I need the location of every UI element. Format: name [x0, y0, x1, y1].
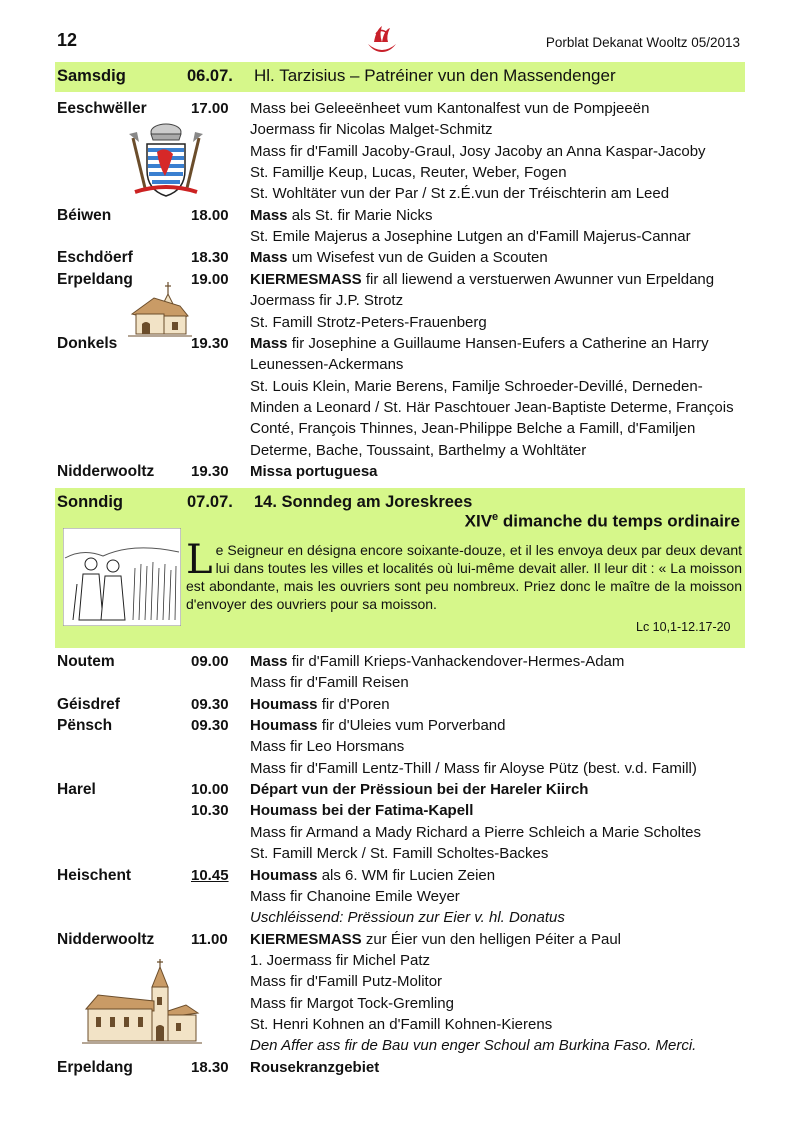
service-description	[250, 993, 454, 1014]
time: 17.00	[191, 100, 229, 117]
service-intention: Mass fir d'Famill Putz-Molitor	[250, 973, 443, 991]
time: 09.30	[191, 695, 229, 713]
service-intention: Mass fir d'Famill Jacoby-Graul, Josy Jacoby an Anna Kaspar-Jacoby	[250, 142, 706, 160]
service-intention: St. Louis Klein, Marie Berens, Familje Schroeder-Devillé, Derneden-	[250, 377, 703, 395]
service-intention: Den Affer ass fir de Bau vun enger Schoul am Burkina Faso. Merci.	[250, 1037, 697, 1055]
service-description	[250, 929, 621, 950]
place-name: Nidderwooltz	[57, 462, 155, 480]
place-name: Pënsch	[57, 717, 113, 735]
schedule-row	[0, 672, 800, 693]
day-date: 06.07.	[187, 67, 233, 85]
feast-title: 14. Sonndeg am Joreskrees	[254, 493, 473, 511]
place-name: Eschdöerf	[57, 249, 133, 267]
place-name: Harel	[57, 781, 96, 799]
schedule-row	[0, 929, 800, 950]
service-description	[250, 950, 430, 971]
service-description	[250, 715, 505, 736]
schedule-row	[0, 758, 800, 779]
schedule-row	[0, 312, 800, 333]
service-description	[250, 822, 701, 843]
subtitle-superscript: e	[492, 511, 499, 523]
service-description	[250, 183, 669, 204]
schedule-row	[0, 843, 800, 864]
schedule-row	[0, 98, 800, 119]
gospel-body: e Seigneur en désigna encore soixante-douze, et il les envoya deux par deux devant lui dans toutes les villes et localités où lui-même devait aller. Il leur dit : « La moisson est abondante, mais les ouvriers sont peu nombreux. Priez donc le maître de la moisson d'envoyer des ouvriers pour sa moisson.	[186, 542, 742, 612]
time: 18.30	[191, 249, 229, 267]
service-description	[250, 843, 548, 864]
schedule-row	[0, 1057, 800, 1078]
service-intention: um Wisefest vun de Guiden a Scouten	[287, 249, 548, 267]
service-intention: Determe, Bache, Toussaint, Barthelmy a Wohltäter	[250, 441, 587, 459]
service-description	[250, 119, 493, 140]
subtitle-numeral: XIV	[464, 511, 493, 531]
service-intention: Minden a Leonard / St. Här Paschtouer Jean-Baptiste Determe, François	[250, 398, 734, 416]
service-intention: Mass fir Armand a Mady Richard a Pierre Schleich a Marie Scholtes	[250, 823, 702, 841]
service-description	[250, 290, 403, 311]
page-number: 12	[57, 30, 78, 50]
time: 19.00	[191, 270, 229, 288]
service-type: Houmass	[250, 717, 318, 735]
schedule-row	[0, 290, 800, 311]
service-intention: Mass fir Chanoine Emile Weyer	[250, 887, 460, 905]
schedule-row	[0, 715, 800, 736]
service-intention: St. Famill Strotz-Peters-Frauenberg	[250, 313, 487, 331]
service-intention: St. Familljе Keup, Lucas, Reuter, Weber, Fogen	[250, 164, 567, 182]
service-description	[250, 376, 703, 397]
service-intention: fir d'Poren	[317, 695, 390, 713]
schedule-row	[0, 226, 800, 247]
feast-title: Hl. Tarzisius – Patréiner vun den Massendenger	[254, 66, 616, 85]
place-name: Géisdref	[57, 695, 120, 713]
place-name: Eeschwëller	[57, 100, 147, 117]
schedule-row	[0, 886, 800, 907]
service-intention: fir d'Famill Krieps-Vanhackendover-Hermes-Adam	[287, 653, 625, 670]
service-intention: Joermass fir Nicolas Malget-Schmitz	[250, 121, 493, 139]
service-type: Houmass	[250, 866, 318, 884]
time: 09.00	[191, 653, 229, 670]
service-intention: St. Wohltäter vun der Par / St z.É.vun der Tréischterin am Leed	[250, 185, 670, 203]
service-intention: 1. Joermass fir Michel Patz	[250, 951, 431, 969]
day-name: Samsdig	[57, 67, 126, 85]
service-type: Mass	[250, 334, 288, 352]
service-description	[250, 651, 624, 672]
two-disciples-illustration	[63, 528, 181, 626]
service-intention: Houmass bei der Fatima-Kapell	[250, 802, 474, 820]
service-type: Mass	[250, 653, 288, 670]
service-intention: Rousekranzgebiet	[250, 1058, 380, 1076]
service-description	[250, 865, 495, 886]
dove-flame-icon	[364, 22, 400, 58]
place-name: Erpeldang	[57, 1058, 133, 1076]
schedule-row	[0, 397, 800, 418]
schedule-row	[0, 907, 800, 928]
time: 10.00	[191, 781, 229, 799]
schedule-row	[0, 205, 800, 226]
service-description	[250, 226, 691, 247]
service-description	[250, 1035, 696, 1056]
service-intention: St. Henri Kohnen an d'Famill Kohnen-Kierens	[250, 1015, 553, 1033]
service-description	[250, 418, 695, 439]
place-name: Erpeldang	[57, 270, 133, 288]
service-intention: St. Famill Merck / St. Famill Scholtes-Backes	[250, 845, 549, 863]
schedule-row	[0, 461, 800, 482]
service-intention: fir d'Uleies vum Porverband	[317, 717, 506, 735]
service-description	[250, 269, 714, 290]
schedule-row	[0, 269, 800, 290]
service-type: Houmass	[250, 695, 318, 713]
service-intention: Mass fir d'Famill Lentz-Thill / Mass fir Aloyse Pütz (best. v.d. Famill)	[250, 759, 697, 777]
service-description	[250, 800, 473, 821]
service-intention: Mass fir Leo Horsmans	[250, 738, 405, 756]
service-description	[250, 162, 567, 183]
service-description	[250, 141, 706, 162]
schedule-row	[0, 440, 800, 461]
schedule-row	[0, 865, 800, 886]
time: 19.30	[191, 462, 229, 480]
publication-title: Porblat Dekanat Wooltz 05/2013	[545, 35, 740, 50]
service-type: Mass	[250, 249, 288, 267]
time: 18.00	[191, 206, 229, 224]
service-description	[250, 758, 697, 779]
service-description	[250, 672, 409, 693]
day-date: 07.07.	[187, 493, 233, 511]
feast-subtitle	[465, 511, 740, 532]
service-intention: Joermass fir J.P. Strotz	[250, 292, 404, 310]
service-intention: als St. fir Marie Nicks	[287, 206, 433, 224]
service-description	[250, 205, 433, 226]
schedule-row	[0, 736, 800, 757]
service-description	[250, 736, 404, 757]
service-description	[250, 247, 548, 268]
service-intention: Mass fir Margot Tock-Gremling	[250, 994, 454, 1012]
schedule-row	[0, 333, 800, 354]
service-type: Mass	[250, 206, 288, 224]
service-intention: Leunessen-Ackermans	[250, 356, 404, 374]
service-intention: Départ vun der Prëssioun bei der Hareler Kiirch	[250, 781, 589, 799]
schedule-row	[0, 162, 800, 183]
schedule-row	[0, 376, 800, 397]
service-intention: zur Éier vun den helligen Péiter a Paul	[361, 930, 622, 948]
schedule-row	[0, 822, 800, 843]
service-type: KIERMESMASS	[250, 930, 362, 948]
schedule-row	[0, 418, 800, 439]
service-description	[250, 98, 649, 119]
service-intention: Uschléissend: Prëssioun zur Eier v. hl. Donatus	[250, 909, 565, 927]
time: 19.30	[191, 334, 229, 352]
service-description	[250, 1057, 379, 1078]
service-type: KIERMESMASS	[250, 270, 362, 288]
service-description	[250, 354, 403, 375]
saturday-header-band	[55, 62, 745, 92]
schedule-row	[0, 183, 800, 204]
gospel-reference: Lc 10,1-12.17-20	[636, 620, 731, 634]
service-description	[250, 397, 734, 418]
schedule-row	[0, 800, 800, 821]
service-description	[250, 779, 588, 800]
time: 10.45	[191, 866, 229, 884]
time: 18.30	[191, 1058, 229, 1076]
place-name: Noutem	[57, 653, 115, 670]
schedule-row	[0, 119, 800, 140]
service-description	[250, 886, 460, 907]
service-description	[250, 907, 565, 928]
service-intention: Mass bei Geleeënheet vum Kantonalfest vun de Pompjeeën	[250, 100, 650, 117]
subtitle-text: dimanche du temps ordinaire	[498, 511, 740, 531]
time: 09.30	[191, 717, 229, 735]
chapel-icon	[128, 276, 192, 340]
fire-brigade-crest-icon	[125, 118, 207, 200]
schedule-row	[0, 141, 800, 162]
service-intention: St. Emile Majerus a Josephine Lutgen an d'Famill Majerus-Cannar	[250, 228, 691, 246]
service-description	[250, 1014, 552, 1035]
place-name: Béiwen	[57, 206, 112, 224]
time: 10.30	[191, 802, 229, 820]
schedule-row	[0, 651, 800, 672]
service-description	[250, 461, 378, 482]
day-name: Sonndig	[57, 493, 123, 511]
church-icon	[82, 957, 202, 1051]
service-intention: Conté, François Thinnes, Jean-Philippe Belche a Famill, d'Familjen	[250, 420, 696, 438]
gospel-text	[186, 537, 742, 613]
service-intention: als 6. WM fir Lucien Zeien	[317, 866, 496, 884]
place-name: Donkels	[57, 334, 118, 352]
schedule-row	[0, 247, 800, 268]
service-description	[250, 440, 586, 461]
service-description	[250, 971, 442, 992]
service-intention: Mass fir d'Famill Reisen	[250, 674, 409, 692]
service-intention: Missa portuguesa	[250, 462, 378, 480]
place-name: Heischent	[57, 866, 132, 884]
service-description	[250, 312, 487, 333]
time: 11.00	[191, 930, 228, 948]
schedule-row	[0, 779, 800, 800]
gospel-dropcap: L	[186, 537, 213, 583]
schedule-row	[0, 354, 800, 375]
service-description	[250, 333, 709, 354]
service-intention: fir all liewend a verstuerwen Awunner vun Erpeldang	[361, 270, 715, 288]
place-name: Nidderwooltz	[57, 930, 155, 948]
schedule-row	[0, 694, 800, 715]
service-description	[250, 694, 390, 715]
service-intention: fir Josephine a Guillaume Hansen-Eufers a Catherine an Harry	[287, 334, 709, 352]
